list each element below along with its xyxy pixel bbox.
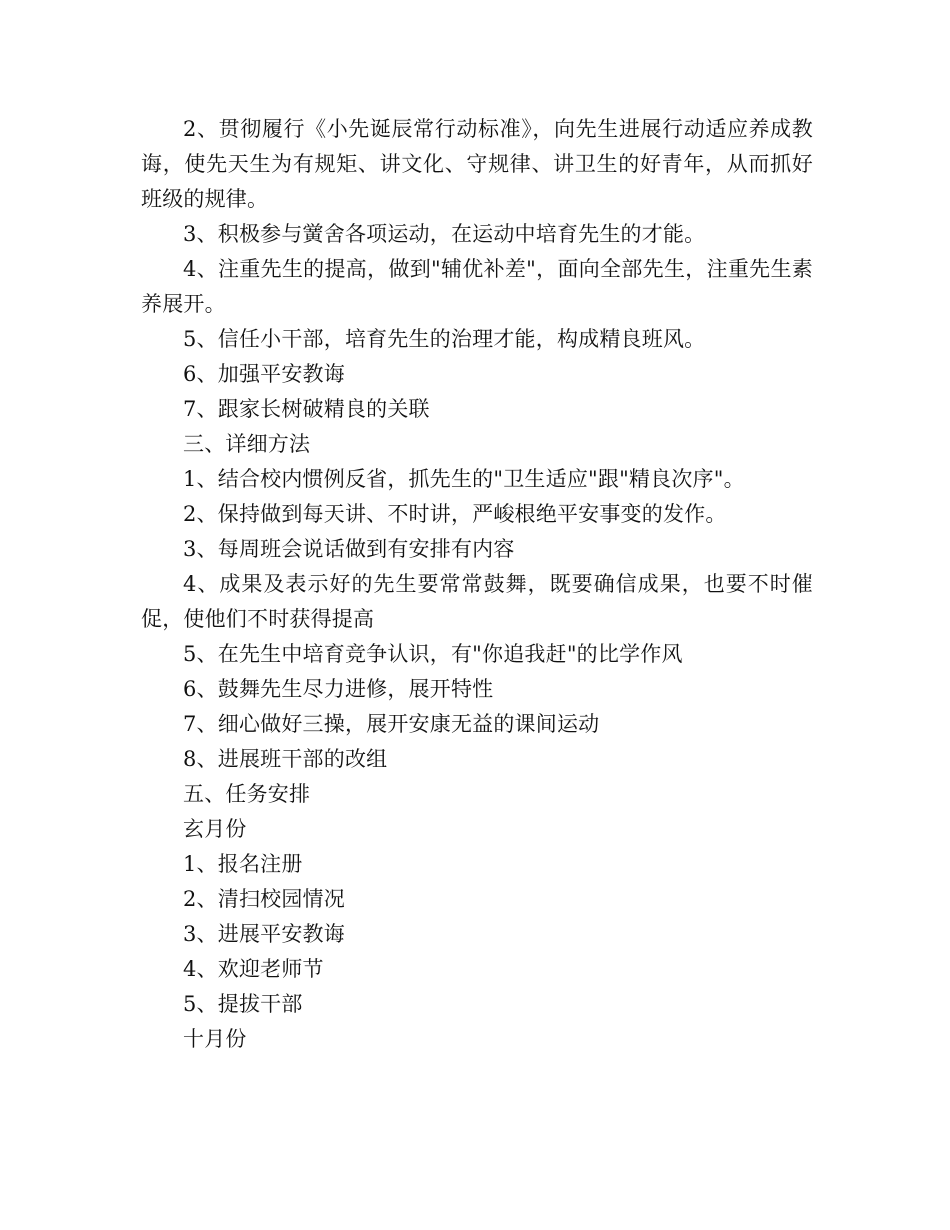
paragraph-method-8: 8、进展班干部的改组 [183, 747, 388, 771]
task-item-3: 3、进展平安教诲 [183, 922, 345, 946]
task-item-5: 5、提拔干部 [183, 992, 303, 1016]
paragraph-method-1: 1、结合校内惯例反省，抓先生的"卫生适应"跟"精良次序"。 [183, 467, 745, 491]
paragraph-method-3: 3、每周班会说话做到有安排有内容 [183, 537, 515, 561]
paragraph-method-7: 7、细心做好三操，展开安康无益的课间运动 [183, 712, 600, 736]
paragraph-method-6: 6、鼓舞先生尽力进修，展开特性 [183, 677, 494, 701]
section-heading-methods: 三、详细方法 [183, 432, 311, 456]
paragraph-activities: 3、积极参与黉舍各项运动，在运动中培育先生的才能。 [183, 222, 706, 246]
paragraph-rules: 2、贯彻履行《小先诞辰常行动标准》，向先生进展行动适应养成教诲，使先天生为有规矩、讲文化、守规律、讲卫生的好青年，从而抓好班级的规律。 [141, 117, 813, 211]
paragraph-method-4: 4、成果及表示好的先生要常常鼓舞，既要确信成果，也要不时催促，使他们不时获得提高 [141, 572, 813, 631]
document-body [141, 112, 813, 1057]
paragraph-parents: 7、跟家长树破精良的关联 [183, 397, 430, 421]
month-heading-october: 十月份 [183, 1027, 247, 1051]
task-item-4: 4、欢迎老师节 [183, 957, 324, 981]
task-item-2: 2、清扫校园情况 [183, 887, 345, 911]
task-item-1: 1、报名注册 [183, 852, 303, 876]
section-heading-tasks: 五、任务安排 [183, 782, 311, 806]
paragraph-improvement: 4、注重先生的提高，做到"辅优补差"，面向全部先生，注重先生素养展开。 [141, 257, 813, 316]
paragraph-safety: 6、加强平安教诲 [183, 362, 345, 386]
paragraph-method-5: 5、在先生中培育竞争认识，有"你追我赶"的比学作风 [183, 642, 683, 666]
month-heading-september: 玄月份 [183, 817, 247, 841]
paragraph-class-leaders: 5、信任小干部，培育先生的治理才能，构成精良班风。 [183, 327, 706, 351]
paragraph-method-2: 2、保持做到每天讲、不时讲，严峻根绝平安事变的发作。 [183, 502, 727, 526]
